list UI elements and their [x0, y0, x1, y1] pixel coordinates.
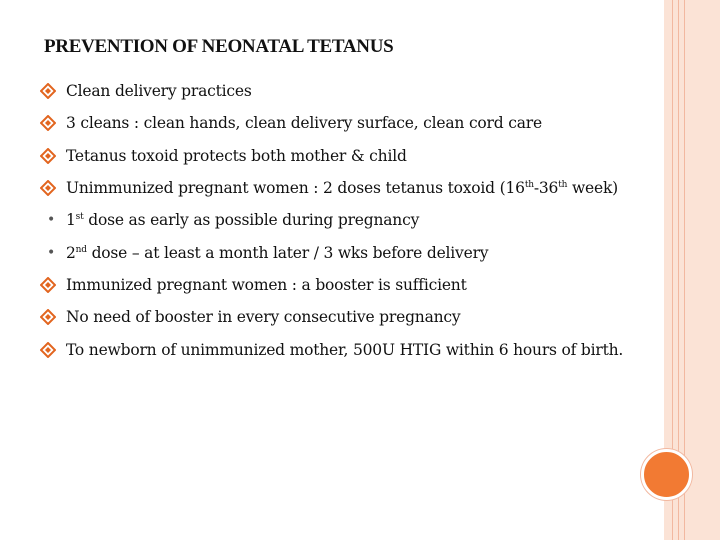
bullet-item	[40, 172, 640, 204]
diamond-bullet-icon	[40, 180, 66, 196]
diamond-bullet-icon	[40, 277, 66, 293]
bullet-text: No need of booster in every consecutive pregnancy	[66, 308, 461, 327]
bullet-item	[40, 204, 640, 236]
bullet-text: 3 cleans : clean hands, clean delivery surface, clean cord care	[66, 114, 542, 133]
bullet-item	[40, 333, 640, 365]
diamond-bullet-icon	[40, 342, 66, 358]
bullet-text: Clean delivery practices	[66, 82, 252, 101]
bullet-item	[40, 269, 640, 301]
bullet-item	[40, 140, 640, 172]
bullet-list	[40, 75, 640, 366]
bullet-text: Tetanus toxoid protects both mother & child	[66, 146, 407, 165]
diamond-bullet-icon	[40, 309, 66, 325]
dot-bullet-icon: •	[47, 212, 56, 229]
dot-bullet-icon: •	[47, 244, 56, 261]
bullet-item	[40, 107, 640, 139]
decorative-circle	[641, 449, 692, 500]
bullet-text: 1st dose as early as possible during pregnancy	[66, 211, 420, 230]
bullet-item	[40, 301, 640, 333]
bullet-text: Unimmunized pregnant women : 2 doses tetanus toxoid (16th-36th week)	[66, 179, 618, 198]
diamond-bullet-icon	[40, 115, 66, 131]
diamond-bullet-icon	[40, 148, 66, 164]
slide-title: PREVENTION OF NEONATAL TETANUS	[44, 36, 394, 57]
bullet-item	[40, 75, 640, 107]
bullet-text: 2nd dose – at least a month later / 3 wks before delivery	[66, 243, 489, 262]
bullet-text: To newborn of unimmunized mother, 500U HTIG within 6 hours of birth.	[66, 340, 624, 359]
bullet-text: Immunized pregnant women : a booster is sufficient	[66, 275, 467, 294]
diamond-bullet-icon	[40, 83, 66, 99]
bullet-item	[40, 236, 640, 268]
